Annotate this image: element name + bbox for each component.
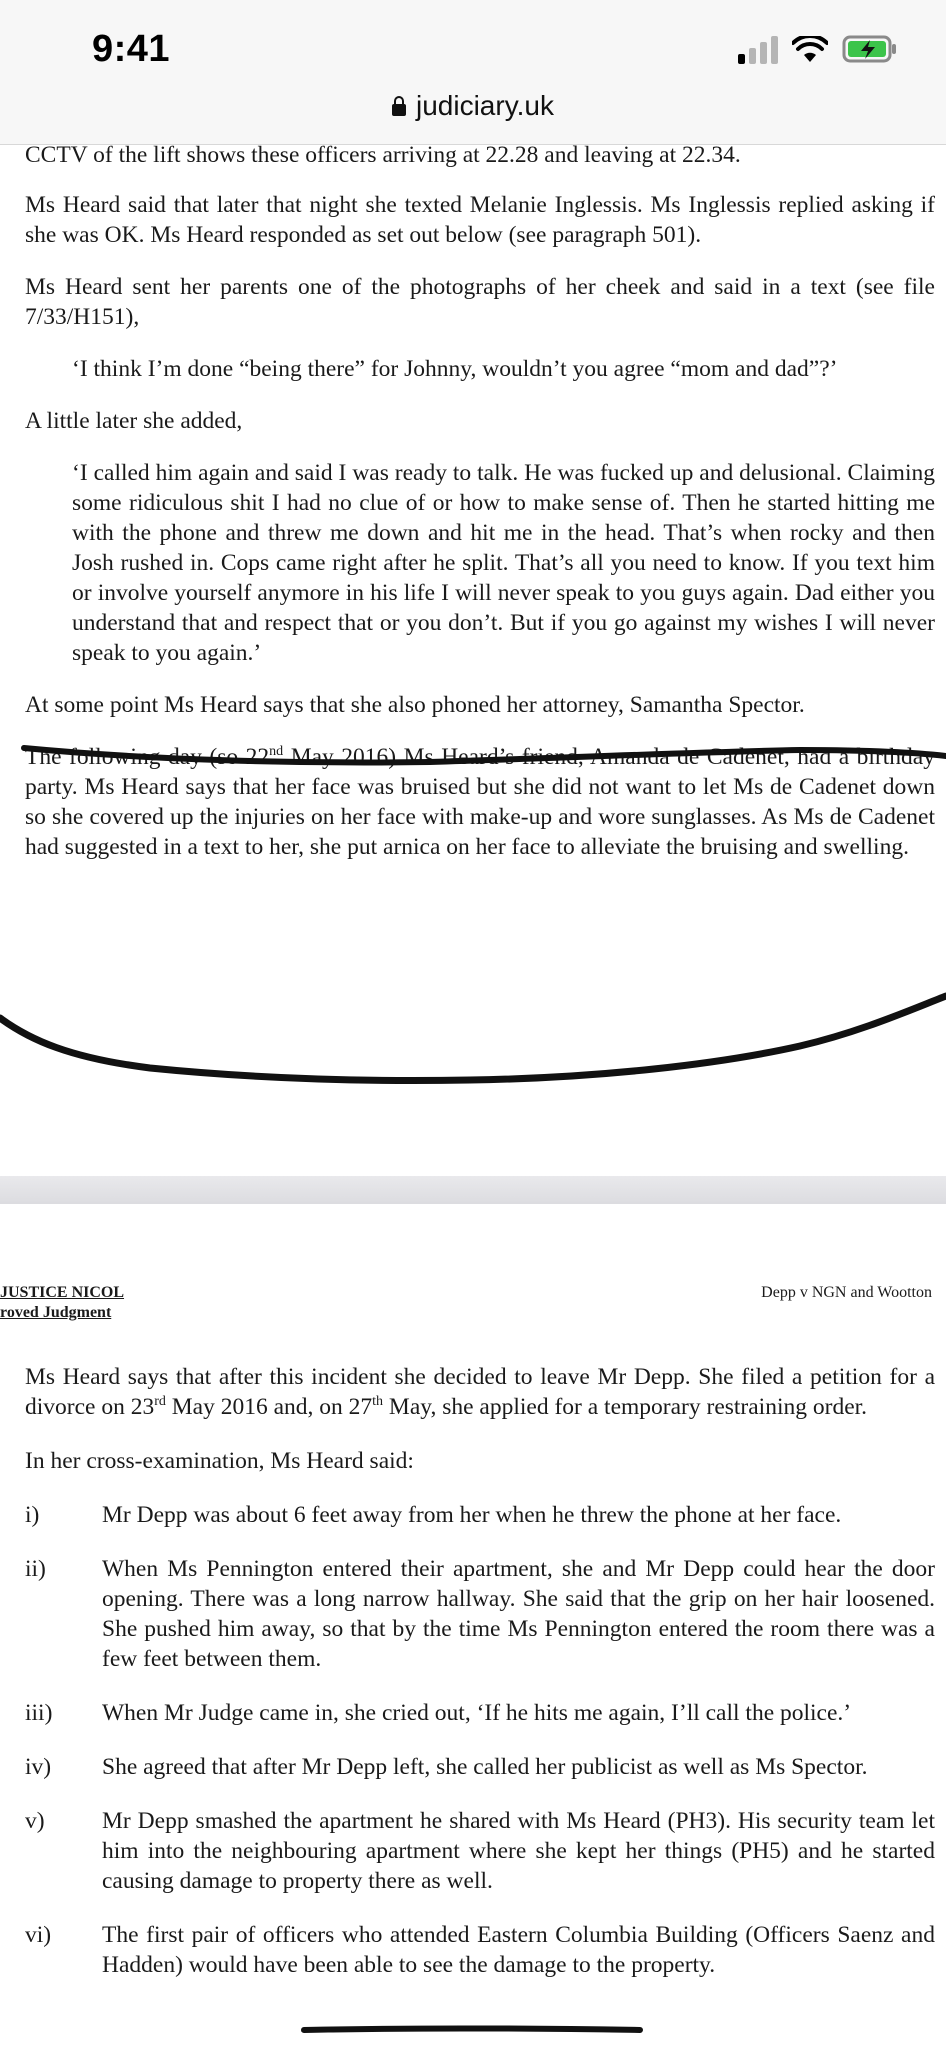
paragraph: Ms Heard says that after this incident she decided to leave Mr Depp. She filed a petition for a divorce on 23rd May 2016 and, on 27th May, she applied for a temporary restraining order.: [25, 1364, 935, 1420]
list-item: [25, 1698, 935, 1728]
lock-icon: [392, 104, 406, 116]
paragraph: Ms Heard said that later that night she texted Melanie Inglessis. Ms Inglessis replied asking if she was OK. Ms Heard responded as set out below (see paragraph 501).: [25, 192, 935, 248]
paragraph: Ms Heard sent her parents one of the photographs of her cheek and said in a text (see file 7/33/H151),: [25, 274, 935, 330]
status-time: 9:41: [92, 28, 171, 70]
list-number: vi): [25, 1922, 52, 1948]
list-text: When Mr Judge came in, she cried out, ‘If he hits me again, I’ll call the police.’: [102, 1700, 852, 1726]
page-separator: [0, 1176, 946, 1204]
document-page-2: [25, 1362, 935, 1980]
header-judgment: roved Judgment: [0, 1304, 112, 1321]
list-text: Mr Depp smashed the apartment he shared with Ms Heard (PH3). His security team let him into the neighbouring apartment where she kept her things (PH5) and he started causing damage to property there as well.: [102, 1808, 935, 1894]
list-text: She agreed that after Mr Depp left, she called her publicist as well as Ms Spector.: [102, 1754, 868, 1780]
list-number: iv): [25, 1754, 52, 1780]
browser-top-bar: [0, 0, 946, 145]
list-text: The first pair of officers who attended Eastern Columbia Building (Officers Saenz and Hadden) would have been able to see the damage to the property.: [102, 1922, 935, 1978]
circled-paragraph: The following day (so 22nd May 2016) Ms Heard’s friend, Amanda de Cadenet, had a birthday party. Ms Heard says that her face was bruised but she did not want to let Ms de Cadenet down so she covered up the injuries on her face with make-up and wore sunglasses. As Ms de Cadenet had suggested in a text to her, she put arnica on her face to alleviate the bruising and swelling.: [25, 744, 935, 860]
list-item: [25, 1806, 935, 1896]
running-header-right: Depp v NGN and Wootton: [761, 1284, 932, 1301]
list-text: When Ms Pennington entered their apartment, she and Mr Depp could hear the door opening. There was a long narrow hallway. She said that the grip on her hair loosened. She pushed him away, so that by the time Ms Pennington entered the room there was a few feet between them.: [102, 1556, 935, 1672]
list-number: v): [25, 1808, 45, 1834]
list-item: [25, 1500, 935, 1530]
quote: ‘I think I’m done “being there” for Johnny, wouldn’t you agree “mom and dad”?’: [72, 356, 838, 382]
list-item: [25, 1752, 935, 1782]
list-text: Mr Depp was about 6 feet away from her when he threw the phone at her face.: [102, 1502, 842, 1528]
paragraph: At some point Ms Heard says that she also phoned her attorney, Samantha Spector.: [25, 692, 805, 718]
cellular-signal-icon: [738, 34, 778, 64]
status-icons: [738, 34, 898, 64]
battery-charging-icon: [842, 34, 898, 64]
running-header-left: [0, 1283, 124, 1323]
header-judge: JUSTICE NICOL: [0, 1284, 125, 1301]
paragraph: CCTV of the lift shows these officers arriving at 22.28 and leaving at 22.34.: [25, 142, 741, 168]
address-bar[interactable]: [0, 90, 946, 122]
url-text: judiciary.uk: [416, 90, 554, 121]
list-item: [25, 1920, 935, 1980]
wifi-icon: [792, 36, 828, 64]
paragraph: In her cross-examination, Ms Heard said:: [25, 1448, 414, 1474]
list-number: ii): [25, 1556, 46, 1582]
circle-stroke: [0, 996, 946, 1081]
paragraph: A little later she added,: [25, 408, 243, 434]
list-item: [25, 1554, 935, 1674]
list-number: i): [25, 1502, 40, 1528]
quote: ‘I called him again and said I was ready to talk. He was fucked up and delusional. Claiming some ridiculous shit I had no clue of or how to make sense of. Then he started hitting me with the phone and threw me down and hit me in the head. That’s when rocky and then Josh rushed in. Cops came right after he split. That’s all you need to know. If you text him or involve yourself anymore in his life I will never speak to you guys again. Dad either you understand that and respect that or you don’t. But if you go against my wishes I will never speak to you again.’: [72, 460, 935, 666]
list-number: iii): [25, 1700, 53, 1726]
document-page-1: [25, 140, 935, 862]
underline-stroke: [304, 2029, 640, 2031]
